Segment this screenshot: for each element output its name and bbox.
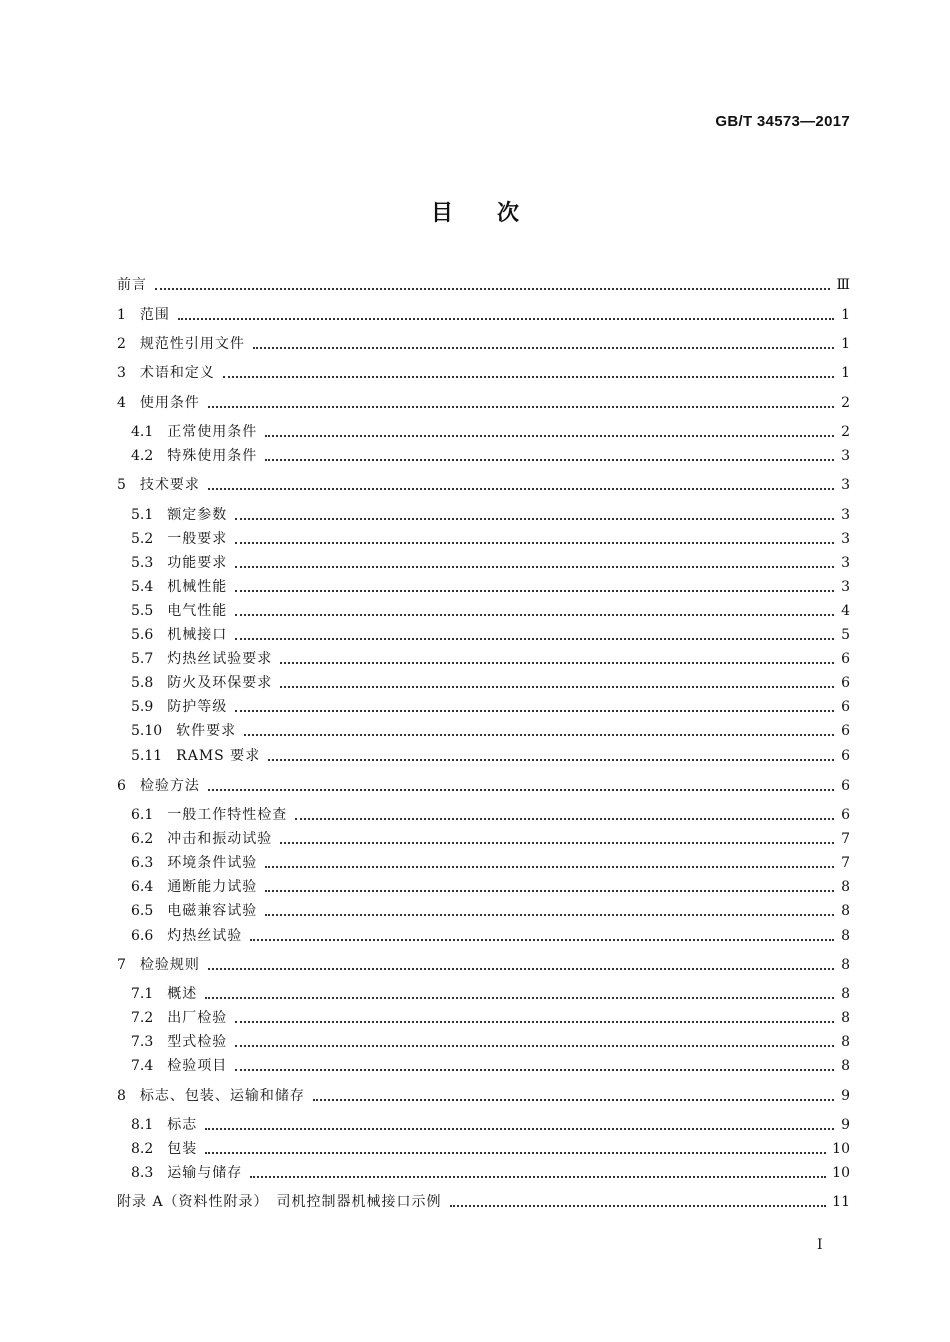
toc-entry-number: 5.7 [131, 651, 168, 667]
page-title: 目 次 [430, 201, 519, 226]
toc-entry-page: 3 [841, 507, 850, 523]
toc-entry-page: Ⅲ [836, 277, 850, 293]
toc-entry-label: 机械接口 [167, 627, 228, 643]
toc-entry[interactable] [131, 898, 850, 920]
toc-entry-number: 4 [117, 395, 140, 411]
toc-dot-leader [235, 589, 834, 592]
toc-entry[interactable] [117, 390, 850, 412]
toc-entry-page: 2 [841, 424, 850, 440]
toc-entry-page: 10 [832, 1165, 850, 1181]
toc-entry-label: 运输与储存 [167, 1165, 243, 1181]
toc-entry-page: 3 [841, 477, 850, 493]
toc-entry-label: 电气性能 [167, 603, 228, 619]
toc-entry-page: 8 [841, 957, 850, 973]
toc-entry-page: 8 [841, 1058, 850, 1074]
toc-entry-page: 11 [832, 1194, 850, 1210]
toc-entry-page: 2 [841, 395, 850, 411]
toc-entry[interactable] [131, 981, 850, 1003]
toc-entry[interactable] [131, 874, 850, 896]
toc-entry-page: 7 [841, 831, 850, 847]
toc-entry-number: 7.2 [131, 1010, 168, 1026]
toc-dot-leader [208, 788, 834, 791]
toc-entry-page: 3 [841, 555, 850, 571]
toc-entry-number: 6.3 [131, 855, 168, 871]
toc-entry-page: 6 [841, 651, 850, 667]
toc-entry[interactable] [131, 694, 850, 716]
toc-entry[interactable] [117, 472, 850, 494]
toc-dot-leader [235, 1068, 834, 1071]
toc-dot-leader [208, 487, 834, 490]
toc-entry-page: 6 [841, 675, 850, 691]
toc-dot-leader [265, 434, 834, 437]
toc-entry-label: RAMS 要求 [176, 748, 261, 764]
toc-dot-leader [250, 1175, 826, 1178]
toc-entry-label: 功能要求 [167, 555, 228, 571]
toc-entry-number: 1 [117, 307, 140, 323]
toc-entry-number: 5.5 [131, 603, 168, 619]
toc-entry-label: 一般要求 [167, 531, 228, 547]
toc-entry-number: 7.3 [131, 1034, 168, 1050]
toc-entry[interactable] [117, 1083, 850, 1105]
toc-entry[interactable] [117, 331, 850, 353]
toc-entry[interactable] [131, 718, 850, 740]
toc-entry[interactable] [131, 670, 850, 692]
toc-entry[interactable] [117, 1189, 850, 1211]
toc-dot-leader [250, 938, 834, 941]
toc-dot-leader [450, 1204, 827, 1207]
toc-entry-label: 额定参数 [167, 507, 228, 523]
toc-entry[interactable] [117, 272, 850, 294]
toc-entry-number: 2 [117, 336, 140, 352]
toc-entry-label: 使用条件 [139, 395, 200, 411]
toc-dot-leader [280, 661, 834, 664]
toc-dot-leader [280, 841, 834, 844]
toc-dot-leader [235, 565, 834, 568]
toc-dot-leader [253, 346, 834, 349]
toc-entry-number: 7 [117, 957, 140, 973]
toc-entry-number: 5.10 [131, 723, 177, 739]
standard-code: GB/T 34573—2017 [715, 113, 850, 130]
toc-entry-number: 6.1 [131, 807, 168, 823]
toc-dot-leader [313, 1098, 834, 1101]
toc-entry[interactable] [131, 526, 850, 548]
toc-entry[interactable] [131, 646, 850, 668]
toc-entry-page: 6 [841, 748, 850, 764]
toc-entry-number: 5.11 [131, 748, 177, 764]
toc-entry-label: 标志 [167, 1117, 198, 1133]
toc-entry-page: 6 [841, 699, 850, 715]
toc-entry[interactable] [131, 1029, 850, 1051]
toc-entry-page: 8 [841, 1010, 850, 1026]
toc-dot-leader [235, 637, 834, 640]
toc-dot-leader [268, 758, 834, 761]
toc-entry-page: 8 [841, 1034, 850, 1050]
toc-entry-number: 8 [117, 1088, 140, 1104]
toc-entry-number: 8.3 [131, 1165, 168, 1181]
toc-entry[interactable] [131, 743, 850, 765]
toc-entry-number: 4.1 [131, 424, 168, 440]
toc-dot-leader [205, 1151, 826, 1154]
toc-dot-leader [208, 967, 834, 970]
toc-entry[interactable] [131, 802, 850, 824]
toc-entry-number: 5.8 [131, 675, 168, 691]
toc-dot-leader [235, 541, 834, 544]
toc-entry-page: 8 [841, 986, 850, 1002]
toc-entry-label: 灼热丝试验 [167, 928, 243, 944]
toc-entry-page: 6 [841, 778, 850, 794]
toc-entry-label: 机械性能 [167, 579, 228, 595]
toc-entry-label: 环境条件试验 [167, 855, 258, 871]
toc-entry-label: 电磁兼容试验 [167, 903, 258, 919]
toc-entry-page: 1 [841, 307, 850, 323]
toc-entry-label: 范围 [139, 307, 170, 323]
toc-entry-label: 特殊使用条件 [167, 448, 258, 464]
toc-dot-leader [205, 996, 834, 999]
toc-entry-number: 6.4 [131, 879, 168, 895]
toc-entry-label: 规范性引用文件 [139, 336, 245, 352]
toc-entry-number: 6.6 [131, 928, 168, 944]
toc-entry-number: 5 [117, 477, 140, 493]
toc-entry-label: 正常使用条件 [167, 424, 258, 440]
toc-entry-label: 防火及环保要求 [167, 675, 273, 691]
toc-entry-label: 型式检验 [167, 1034, 228, 1050]
toc-entry-number: 8.1 [131, 1117, 168, 1133]
toc-entry-page: 10 [832, 1141, 850, 1157]
toc-entry-number: 5.3 [131, 555, 168, 571]
toc-dot-leader [295, 817, 834, 820]
toc-entry-page: 7 [841, 855, 850, 871]
toc-entry-page: 8 [841, 903, 850, 919]
toc-entry-number: 6.2 [131, 831, 168, 847]
toc-entry[interactable] [131, 923, 850, 945]
toc-dot-leader [205, 1127, 834, 1130]
toc-entry[interactable] [131, 550, 850, 572]
toc-entry[interactable] [131, 1053, 850, 1075]
toc-entry-page: 8 [841, 928, 850, 944]
toc-entry[interactable] [131, 826, 850, 848]
toc-dot-leader [235, 1044, 834, 1047]
toc-entry-number: 5.4 [131, 579, 168, 595]
toc-entry[interactable] [117, 773, 850, 795]
toc-entry-number: 5.6 [131, 627, 168, 643]
toc-dot-leader [235, 613, 834, 616]
toc-entry-label: 技术要求 [139, 477, 200, 493]
toc-dot-leader [178, 317, 834, 320]
toc-entry-label: 概述 [167, 986, 198, 1002]
toc-entry[interactable] [131, 1112, 850, 1134]
toc-entry-number: 5.9 [131, 699, 168, 715]
toc-entry-label: 出厂检验 [167, 1010, 228, 1026]
toc-entry[interactable] [117, 302, 850, 324]
toc-entry-number: 6 [117, 778, 140, 794]
toc-entry-page: 9 [841, 1088, 850, 1104]
toc-entry-number: 7.1 [131, 986, 168, 1002]
toc-entry-label: 通断能力试验 [167, 879, 258, 895]
toc-entry-page: 3 [841, 579, 850, 595]
toc-dot-leader [235, 1020, 834, 1023]
toc-dot-leader [244, 733, 834, 736]
toc-entry[interactable] [131, 1160, 850, 1182]
toc-entry-label: 包装 [167, 1141, 198, 1157]
toc-dot-leader [235, 709, 834, 712]
toc-entry-number: 8.2 [131, 1141, 168, 1157]
toc-entry-page: 3 [841, 531, 850, 547]
toc-entry-label: 检验规则 [139, 957, 200, 973]
toc-entry-page: 6 [841, 807, 850, 823]
toc-entry-label: 冲击和振动试验 [167, 831, 273, 847]
toc-entry[interactable] [131, 502, 850, 524]
toc-entry-page: 1 [841, 365, 850, 381]
toc-entry-page: 6 [841, 723, 850, 739]
toc-dot-leader [265, 458, 834, 461]
toc-entry-number: 7.4 [131, 1058, 168, 1074]
toc-entry-label: 软件要求 [176, 723, 237, 739]
toc-entry-number: 6.5 [131, 903, 168, 919]
toc-entry[interactable] [131, 574, 850, 596]
toc-dot-leader [265, 889, 834, 892]
toc-dot-leader [265, 913, 834, 916]
toc-entry-label: 标志、包装、运输和储存 [139, 1088, 305, 1104]
toc-dot-leader [155, 287, 830, 290]
toc-entry[interactable] [131, 1136, 850, 1158]
toc-entry-label: 术语和定义 [139, 365, 215, 381]
toc-entry[interactable] [117, 360, 850, 382]
toc-entry[interactable] [131, 850, 850, 872]
toc-entry[interactable] [131, 598, 850, 620]
toc-entry-label: 灼热丝试验要求 [167, 651, 273, 667]
toc-entry-label: 附录 A（资料性附录） 司机控制器机械接口示例 [117, 1194, 442, 1210]
toc-entry-label: 前言 [117, 277, 147, 293]
toc-dot-leader [265, 865, 834, 868]
toc-entry-page: 1 [841, 336, 850, 352]
toc-dot-leader [208, 405, 834, 408]
toc-dot-leader [280, 685, 834, 688]
toc-entry-label: 一般工作特性检查 [167, 807, 288, 823]
toc-entry-number: 3 [117, 365, 140, 381]
toc-entry[interactable] [131, 622, 850, 644]
toc-entry[interactable] [131, 443, 850, 465]
toc-entry-label: 防护等级 [167, 699, 228, 715]
toc-entry-page: 3 [841, 448, 850, 464]
toc-entry[interactable] [131, 1005, 850, 1027]
toc-entry[interactable] [131, 419, 850, 441]
toc-entry-number: 5.2 [131, 531, 168, 547]
toc-entry-number: 5.1 [131, 507, 168, 523]
toc-entry-page: 4 [841, 603, 850, 619]
page-number: I [817, 1237, 823, 1253]
toc-entry-page: 9 [841, 1117, 850, 1133]
toc-entry-page: 8 [841, 879, 850, 895]
toc-entry-page: 5 [841, 627, 850, 643]
toc-dot-leader [235, 517, 834, 520]
toc-dot-leader [223, 375, 834, 378]
toc-entry-number: 4.2 [131, 448, 168, 464]
toc-entry-label: 检验方法 [139, 778, 200, 794]
toc-entry[interactable] [117, 952, 850, 974]
toc-entry-label: 检验项目 [167, 1058, 228, 1074]
